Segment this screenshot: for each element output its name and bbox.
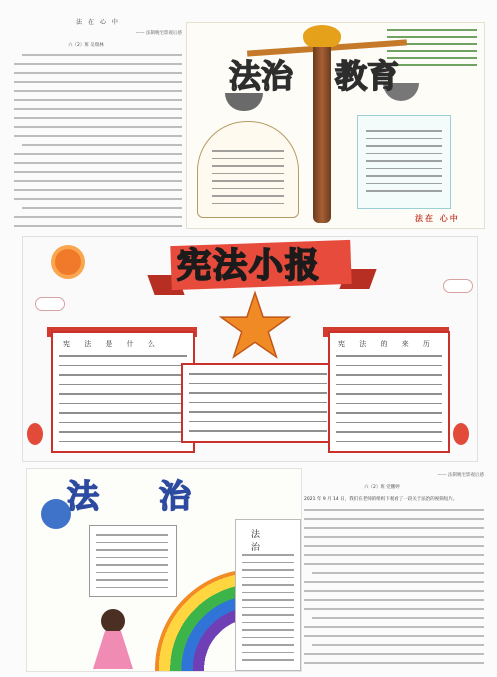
box-origin-of-constitution xyxy=(328,331,450,453)
sun-icon xyxy=(55,249,81,275)
poster-rule-of-law xyxy=(26,468,302,672)
essay-top-title: 法 在 心 中 xyxy=(76,19,120,26)
scale-pole xyxy=(313,33,331,223)
star-icon xyxy=(218,289,292,363)
cloud-icon xyxy=(443,279,473,293)
poster-top-panel-left xyxy=(197,121,299,218)
poster-bottom-panel-title: 法 治 xyxy=(251,530,271,553)
essay-top xyxy=(14,14,182,232)
essay-bottom-body xyxy=(304,509,484,670)
cloud-icon xyxy=(35,297,65,311)
poster-top-bottom-text: 法在 心中 xyxy=(415,214,460,223)
poster-constitution-newspaper xyxy=(22,236,478,462)
box-right-header: 宪 法 的 来 历 xyxy=(338,340,436,348)
essay-top-body xyxy=(14,54,182,232)
box-left-header: 宪 法 是 什 么 xyxy=(63,340,161,348)
girl-head-icon xyxy=(101,609,125,633)
poster-bottom-panel-left xyxy=(89,525,177,597)
poster-bottom-title-left: 法 xyxy=(67,477,100,515)
poster-top-panel-right xyxy=(357,115,451,209)
poster-top-title-right: 教育 xyxy=(335,57,400,95)
lantern-icon xyxy=(453,423,469,445)
scale-top xyxy=(303,25,341,47)
poster-top-title-left: 法治 xyxy=(229,57,294,95)
essay-bottom-class: 六（2）班 党鹏婷 xyxy=(364,485,400,490)
essay-bottom-intro: 2021 年 9 月 14 日，我们在老师的组织下观看了一段关于法治的视频短片。 xyxy=(304,497,458,502)
essay-bottom-byline: —— 法制晚宅影观后感 xyxy=(437,473,484,478)
essay-top-class: 六（2）班 吴瑞林 xyxy=(68,43,104,48)
poster-top-notes xyxy=(387,29,477,79)
girl-dress-icon xyxy=(93,631,133,669)
box-center-poem xyxy=(181,363,335,443)
essay-bottom xyxy=(304,468,484,670)
box-what-is-constitution xyxy=(51,331,195,453)
lantern-icon xyxy=(27,423,43,445)
essay-top-byline: —— 法制晚宅影观后感 xyxy=(135,31,182,36)
poster-middle-title: 宪法小报 xyxy=(177,246,321,286)
poster-bottom-title-right: 治 xyxy=(159,477,192,515)
poster-legal-education xyxy=(186,22,485,229)
